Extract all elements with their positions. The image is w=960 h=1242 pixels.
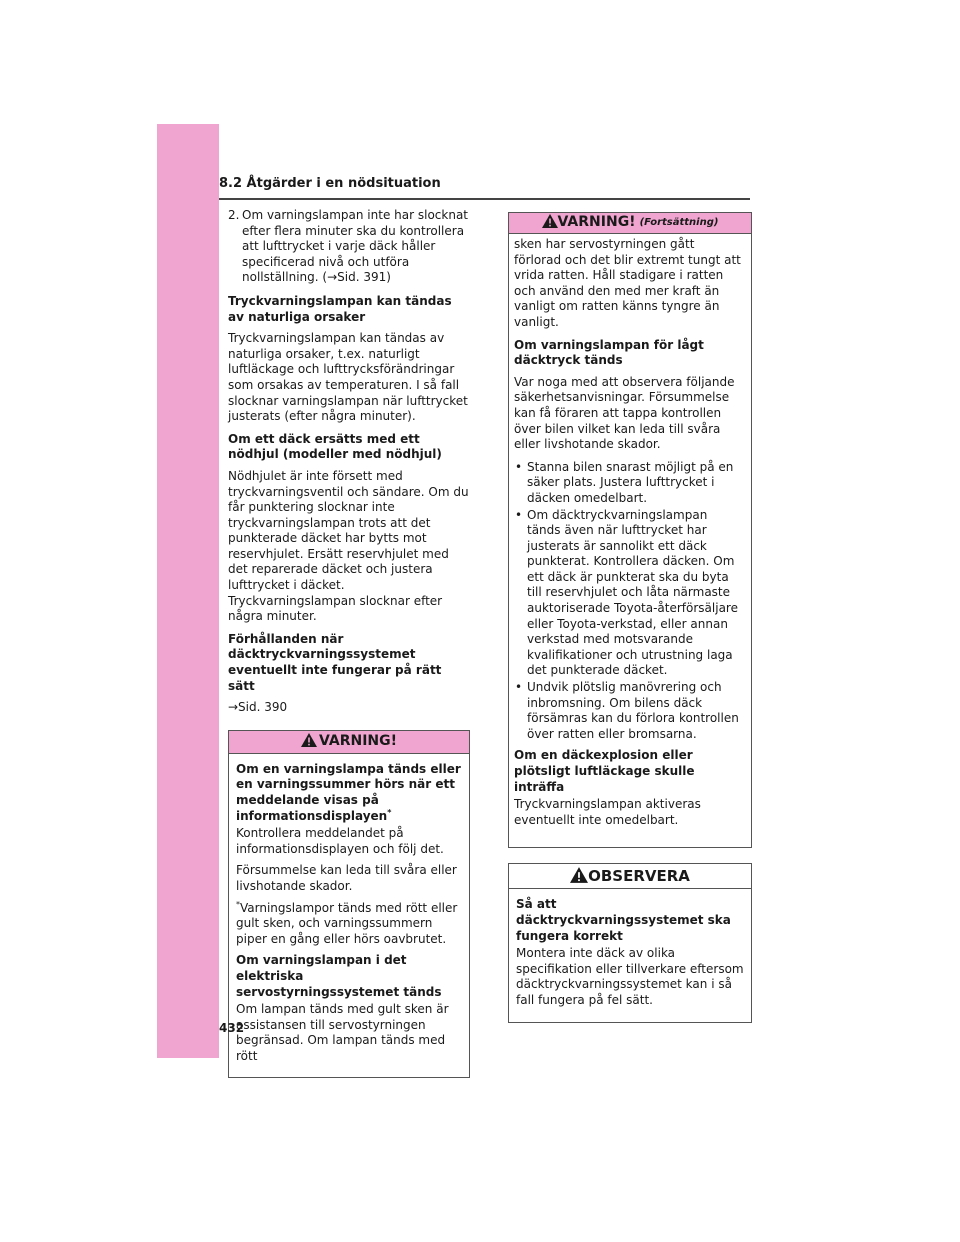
warning-box	[228, 730, 470, 1078]
notice-title-bar	[509, 864, 751, 889]
warning-triangle-icon	[542, 214, 558, 233]
para-power-steering: Om lampan tänds med gult sken är assistansen till servostyrningen begränsad. Om lampan tänds med rött	[236, 1002, 449, 1063]
warning-body	[229, 754, 469, 1077]
para-low-pressure: Var noga med att observera följande säkerhetsanvisningar. Försummelse kan få föraren att tappa kontrollen över bilen vilket kan leda till svåra eller livshotande skador.	[514, 374, 735, 452]
warning-triangle-icon	[301, 733, 317, 752]
continuation-label: (Fortsättning)	[639, 217, 719, 229]
warning-title: VARNING!	[318, 733, 398, 750]
footnote: *Varningslampor tänds med rött eller gult sken, och varningssummern piper en gång eller hörs oavbrutet.	[236, 899, 458, 946]
para-steering-continued: sken har servostyrningen gått förlorad och det blir extremt tungt att vrida ratten. Håll stadigare i ratten och använd den med mer kraft än vanligt om ratten känns tyngre än vanligt.	[514, 237, 741, 329]
section-title: 8.2 Åtgärder i en nödsituation	[219, 176, 441, 191]
warning-continued-body	[508, 234, 752, 848]
notice-box	[508, 863, 752, 1022]
heading-explosion: Om en däckexplosion eller plötsligt luftläckage skulle inträffa	[514, 748, 695, 794]
para-explosion: Tryckvarningslampan aktiveras eventuellt inte omedelbart.	[514, 797, 701, 827]
right-column	[508, 212, 752, 1023]
heading-spare-wheel: Om ett däck ersätts med ett nödhjul (modeller med nödhjul)	[228, 431, 442, 462]
para-check-message: Kontrollera meddelandet på informationsdisplayen och följ det.	[236, 826, 444, 856]
heading-ensure-function: Så att däcktryckvarningssystemet ska fungera korrekt	[516, 897, 731, 943]
manual-page	[219, 124, 919, 1063]
para-spare-wheel: Nödhjulet är inte försett med tryckvarningsventil och sändare. Om du får punktering slocknar inte tryckvarningslampan trots att det punkterade däcket har bytts mot reservhjulet. Ersätt reservhjulet med det reparerade däcket och justera lufttrycket i däcket. Tryckvarningslampan slocknar efter några minuter.	[228, 468, 469, 624]
list-item: • Om däcktryckvarningslampan tänds även när lufttrycket har justerats är sannolikt ett däck punkterat. Kontrollera däcken. Om ett däck är punkterat ska du byta till reservhjulet och låta närmaste auktoriserade Toyota-återförsäljare eller Toyota-verkstad, eller annan verkstad med motsvarande kvalifikationer och utrustning laga det punkterade däcket.	[515, 507, 738, 678]
heading-low-pressure: Om varningslampan för lågt däcktryck tänds	[514, 337, 704, 368]
step-2	[228, 208, 470, 286]
notice-body	[509, 889, 751, 1021]
warning-title-bar	[229, 731, 469, 754]
list-item: • Stanna bilen snarast möjligt på en säker plats. Justera lufttrycket i däcken omedelbart.	[515, 459, 734, 505]
page-reference: →Sid. 390	[228, 700, 288, 715]
para-natural-causes: Tryckvarningslampan kan tändas av naturliga orsaker, t.ex. naturligt luftläckage och lufttrycksförändringar som orsakas av temperaturen. I så fall slocknar varningslampan när lufttrycket justerats (efter några minuter).	[228, 331, 468, 424]
para-ensure-function: Montera inte däck av olika specifikation eller tillverkare eftersom däcktryckvarningssystemet kan i så fall fungera på fel sätt.	[516, 946, 744, 1007]
list-item: • Undvik plötslig manövrering och inbromsning. Om bilens däck försämras kan du förlora kontrollen över ratten eller bromsarna.	[515, 680, 739, 741]
header-divider	[219, 198, 750, 200]
notice-title: OBSERVERA	[588, 866, 690, 885]
heading-natural-causes: Tryckvarningslampan kan tändas av naturliga orsaker	[228, 293, 452, 324]
warning-continued-title: VARNING!	[557, 214, 636, 231]
page-number: 432	[219, 1021, 245, 1035]
notice-icon	[570, 867, 588, 887]
step-text: Om varningslampan inte har slocknat efter flera minuter ska du kontrollera att lufttrycket i varje däck håller specificerad nivå och utföra nollställning. (→Sid. 391)	[242, 208, 468, 285]
heading-power-steering: Om varningslampan i det elektriska servostyrningssystemet tänds	[236, 953, 442, 999]
heading-lamp-message: Om en varningslampa tänds eller en varningssummer hörs när ett meddelande visas på informationsdisplayen*	[236, 761, 461, 823]
step-number: 2.	[228, 208, 240, 222]
heading-conditions: Förhållanden när däcktryckvarningssystemet eventuellt inte fungerar på rätt sätt	[228, 631, 442, 693]
warning-continued-title-bar	[508, 212, 752, 234]
left-column	[228, 208, 470, 1078]
para-neglect: Försummelse kan leda till svåra eller livshotande skador.	[236, 863, 457, 893]
